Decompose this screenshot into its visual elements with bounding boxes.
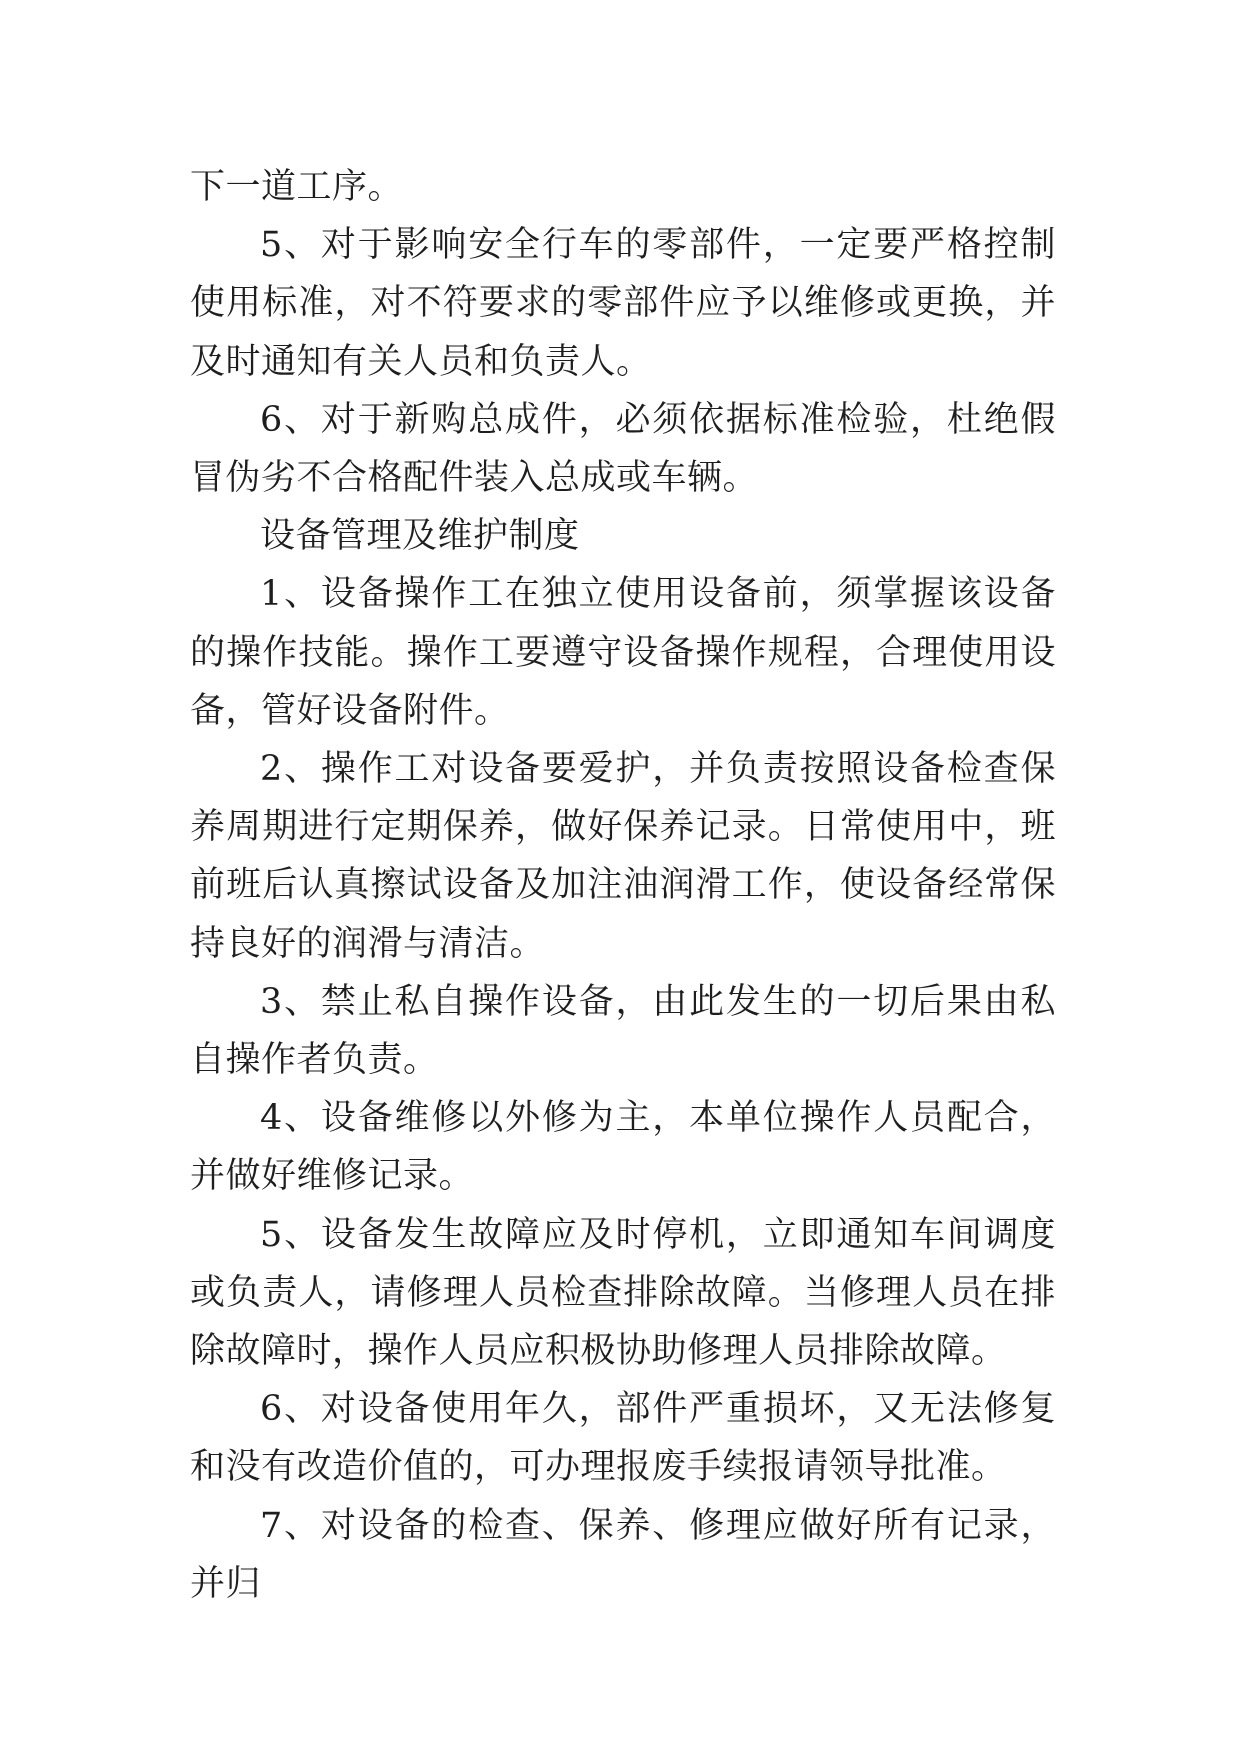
paragraph-item-2-maintenance: 2、操作工对设备要爱护，并负责按照设备检查保养周期进行定期保养，做好保养记录。日常使用中，班前班后认真擦试设备及加注油润滑工作，使设备经常保持良好的润滑与清洁。 (190, 749, 1056, 964)
paragraph-item-1-operation-skills: 1、设备操作工在独立使用设备前，须掌握该设备的操作技能。操作工要遵守设备操作规程，合理使用设备，管好设备附件。 (190, 574, 1056, 731)
document-body (190, 158, 1056, 1613)
paragraph-item-4-repair: 4、设备维修以外修为主，本单位操作人员配合，并做好维修记录。 (190, 1098, 1056, 1197)
paragraph-continuation: 下一道工序。 (190, 167, 404, 207)
paragraph-item-6-scrapping: 6、对设备使用年久，部件严重损坏，又无法修复和没有改造价值的，可办理报废手续报请领导批准。 (190, 1389, 1056, 1488)
section-heading: 设备管理及维护制度 (260, 516, 580, 557)
paragraph-item-6-new-assemblies: 6、对于新购总成件，必须依据标准检验，杜绝假冒伪劣不合格配件装入总成或车辆。 (190, 399, 1056, 499)
paragraph-item-3-unauthorized-use: 3、禁止私自操作设备，由此发生的一切后果由私自操作者负责。 (190, 981, 1056, 1081)
paragraph-item-7-records: 7、对设备的检查、保养、修理应做好所有记录，并归 (190, 1505, 1056, 1604)
paragraph-item-5-faults: 5、设备发生故障应及时停机，立即通知车间调度或负责人，请修理人员检查排除故障。当修理人员在排除故障时，操作人员应积极协助修理人员排除故障。 (190, 1214, 1056, 1372)
paragraph-item-5-parts-standard: 5、对于影响安全行车的零部件，一定要严格控制使用标准，对不符要求的零部件应予以维修或更换，并及时通知有关人员和负责人。 (190, 225, 1056, 382)
